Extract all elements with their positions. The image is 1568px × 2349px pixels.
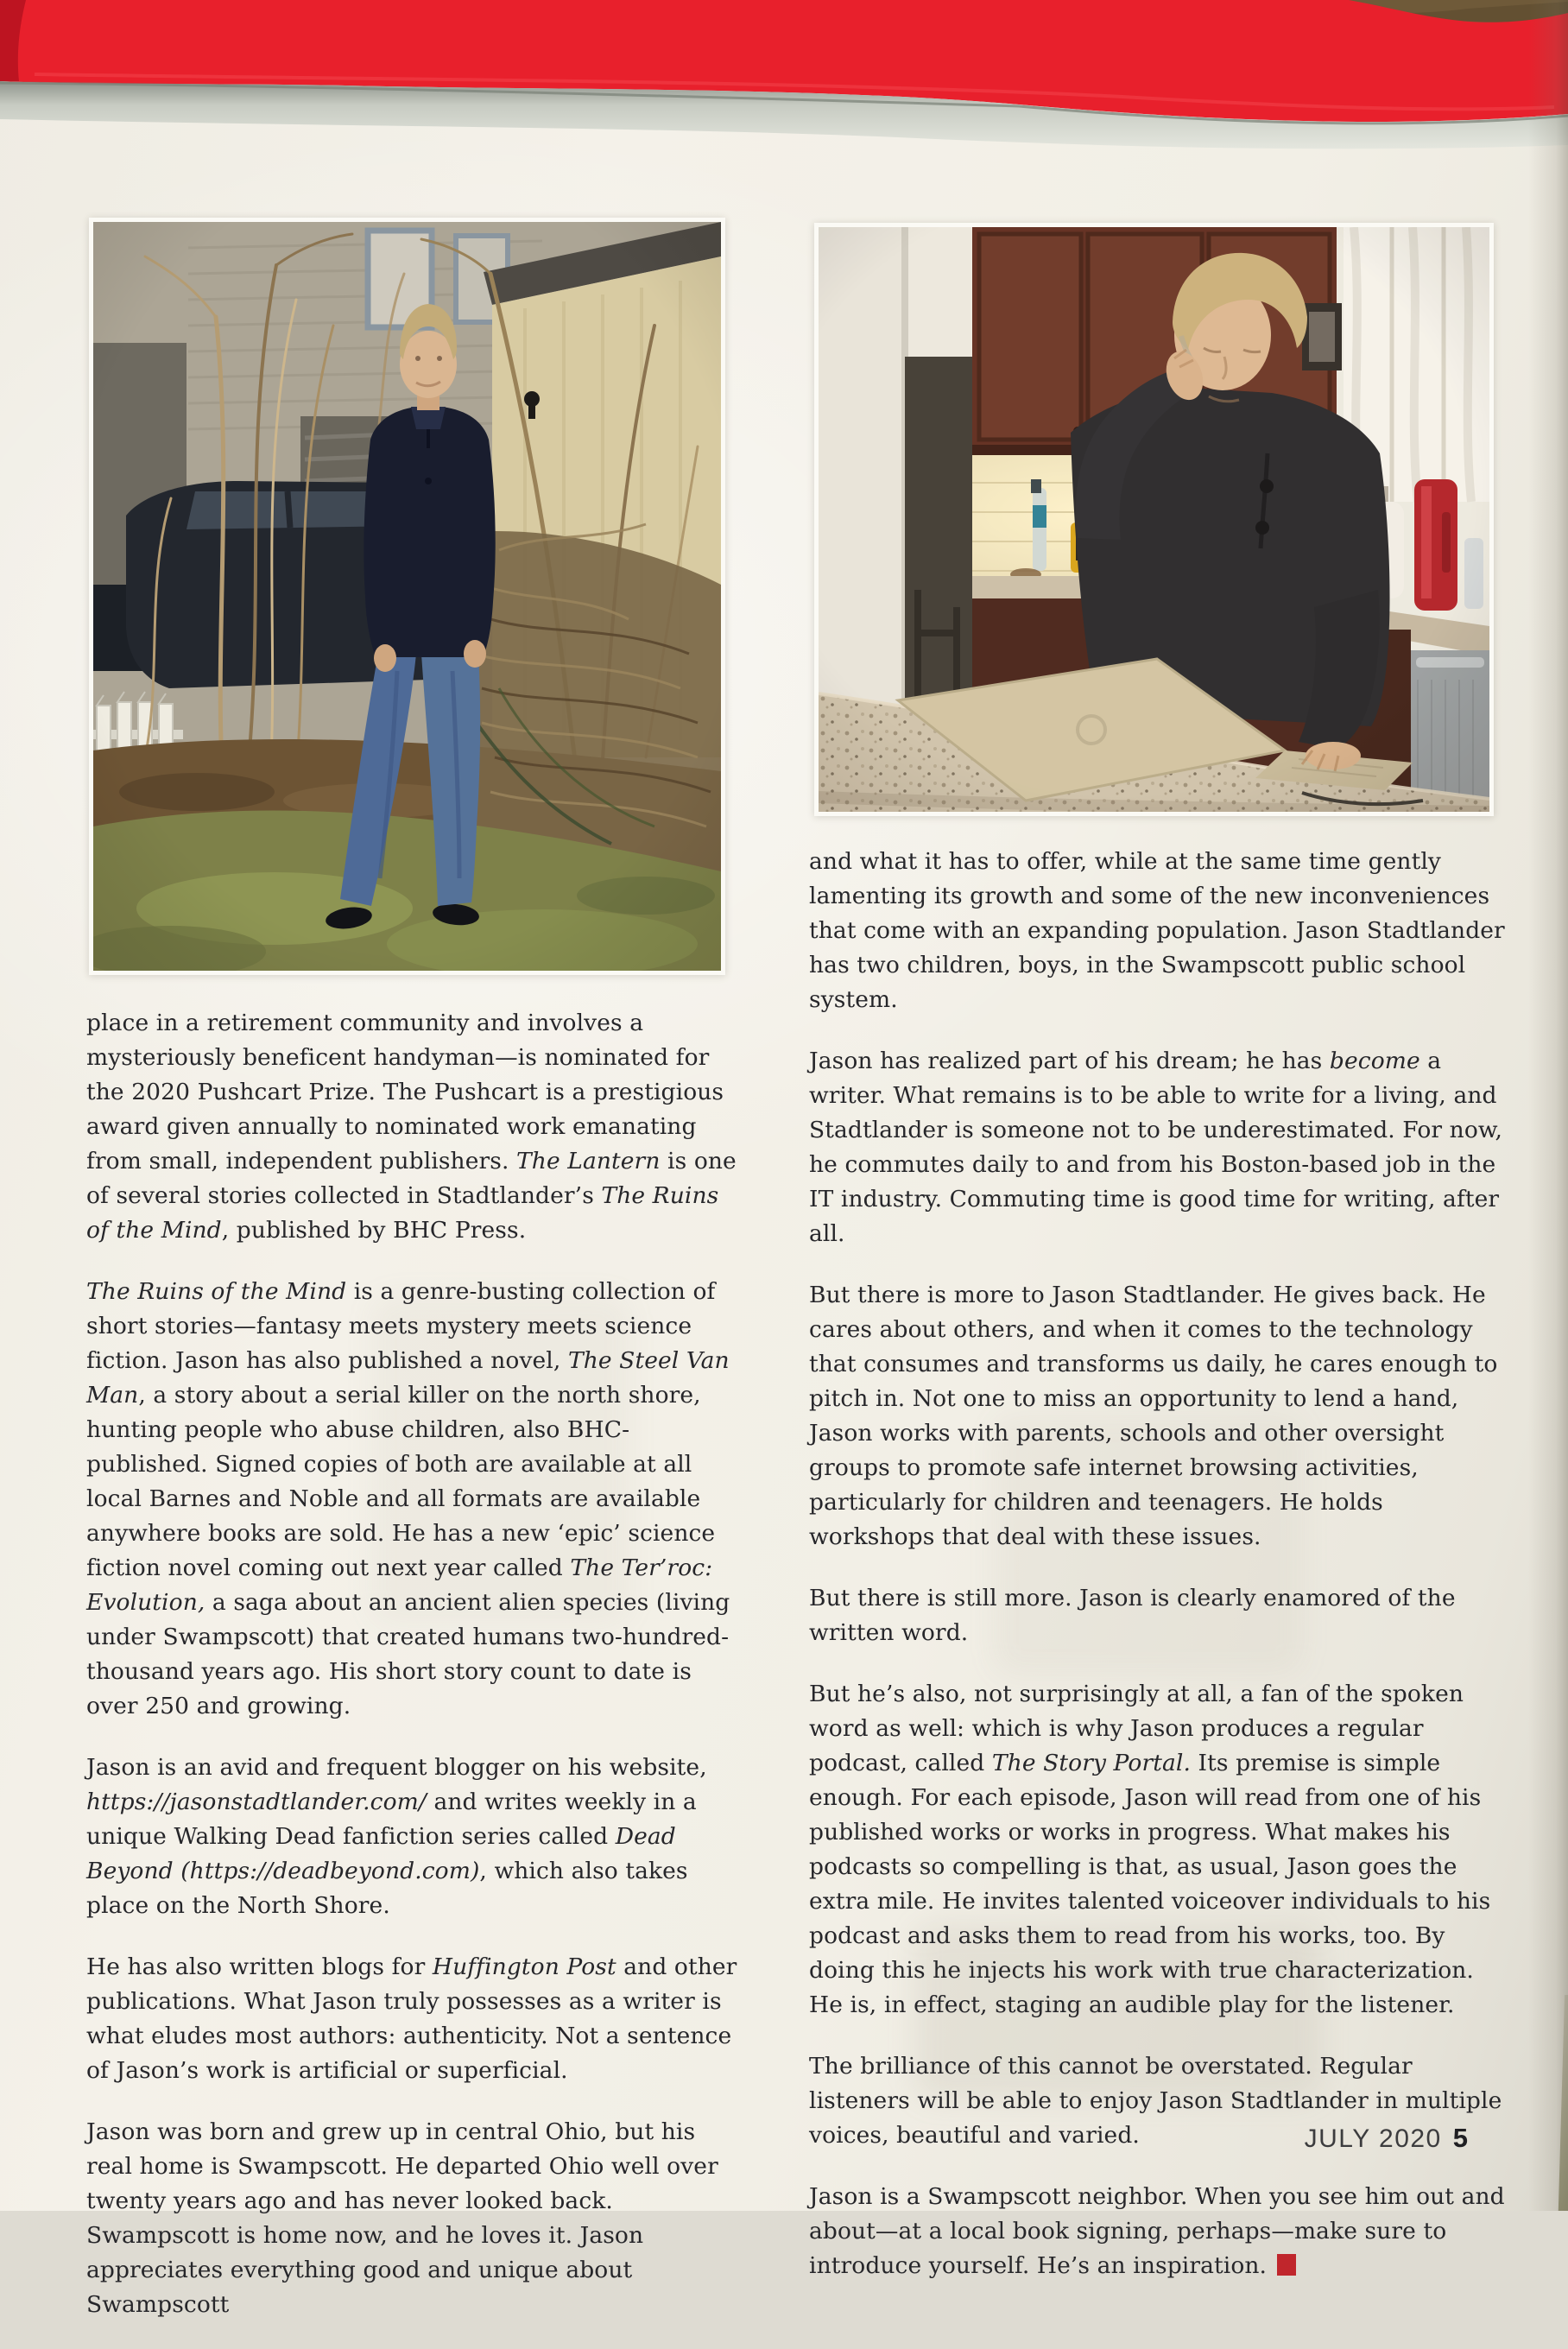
paragraph: But he’s also, not surprisingly at all, a fan of the spoken word as well: which is why Jason produces a regular podcast, called The Story Portal. Its premise is simple enough. For each episode, Jason will read from one of his published works or works in progress. What makes his podcasts so compelling is that, as usual, Jason goes the extra mile. He invites talented voiceover individuals to his podcast and asks them to read from his works, too. By doing this he injects his work with true characterization. He is, in effect, staging an audible play for the listener. [809, 1681, 1491, 2018]
page-footer [1305, 2123, 1468, 2154]
left-text-column [86, 1006, 744, 2349]
right-text-column [809, 845, 1505, 2310]
paragraph: But there is still more. Jason is clearly enamored of the written word. [809, 1585, 1456, 1646]
issue-date: JULY 2020 [1304, 2124, 1442, 2153]
paragraph: Jason has realized part of his dream; he has become a writer. What remains is to be able to write for a living, and Stadtlander is someone not to be underestimated. For now, he commutes daily to and from his Boston-based job in the IT industry. Commuting time is good time for writing, after all. [809, 1048, 1503, 1247]
paragraph: and what it has to offer, while at the same time gently lamenting its growth and some of the new inconveniences that come with an expanding population. Jason Stadtlander has two children, boys, in the Swampscott public school system. [809, 848, 1505, 1013]
binder-red-band [0, 0, 1568, 152]
paragraph: The Ruins of the Mind is a genre-busting collection of short stories—fantasy meets mystery meets science fiction. Jason has also published a novel, The Steel Van Man, a story about a serial killer on the north shore, hunting people who abuse children, also BHC-published. Signed copies of both are available at all local Barnes and Noble and all formats are available anywhere books are sold. He has a new ‘epic’ science fiction novel coming out next year called The Ter’roc: Evolution, a saga about an ancient alien species (living under Swampscott) that created humans two-hundred-thousand years ago. His short story count to date is over 250 and growing. [86, 1278, 730, 1719]
paragraph: Jason was born and grew up in central Ohio, but his real home is Swampscott. He departed Ohio well over twenty years ago and has never looked back. Swampscott is home now, and he loves it. Jason appreciates everything good and unique about Swampscott [86, 2118, 718, 2318]
page-edge-shadow [1528, 0, 1568, 2211]
paragraph: place in a retirement community and involves a mysteriously beneficent handyman—is nominated for the 2020 Pushcart Prize. The Pushcart is a prestigious award given annually to nominated work emanating from small, independent publishers. The Lantern is one of several stories collected in Stadtlander’s The Ruins of the Mind, published by BHC Press. [86, 1010, 737, 1244]
paragraph: The brilliance of this cannot be overstated. Regular listeners will be able to enjoy Jason Stadtlander in multiple voices, beautiful and varied. [809, 2053, 1502, 2149]
jason-standing-outdoors-photo [89, 218, 725, 975]
page-number: 5 [1452, 2123, 1468, 2153]
paragraph: Jason is an avid and frequent blogger on his website, https://jasonstadtlander.com/ and writes weekly in a unique Walking Dead fanfiction series called Dead Beyond (https://deadbeyond.com), which also takes place on the North Shore. [86, 1754, 707, 1919]
background-sliver [1556, 1995, 1568, 2211]
article-end-mark [1277, 2254, 1296, 2276]
paragraph: But there is more to Jason Stadtlander. He gives back. He cares about others, and when it comes to the technology that consumes and transforms us daily, he cares enough to pitch in. Not one to miss an opportunity to lend a hand, Jason works with parents, schools and other oversight groups to promote safe internet browsing activities, particularly for children and teenagers. He holds workshops that deal with these issues. [809, 1282, 1498, 1550]
jason-laptop-kitchen-photo [814, 223, 1494, 816]
paragraph: Jason is a Swampscott neighbor. When you see him out and about—at a local book signing, perhaps—make sure to introduce yourself. He’s an inspiration. [809, 2183, 1505, 2279]
paragraph: He has also written blogs for Huffington Post and other publications. What Jason truly possesses as a writer is what eludes most authors: authenticity. Not a sentence of Jason’s work is artificial or superficial. [86, 1953, 737, 2084]
